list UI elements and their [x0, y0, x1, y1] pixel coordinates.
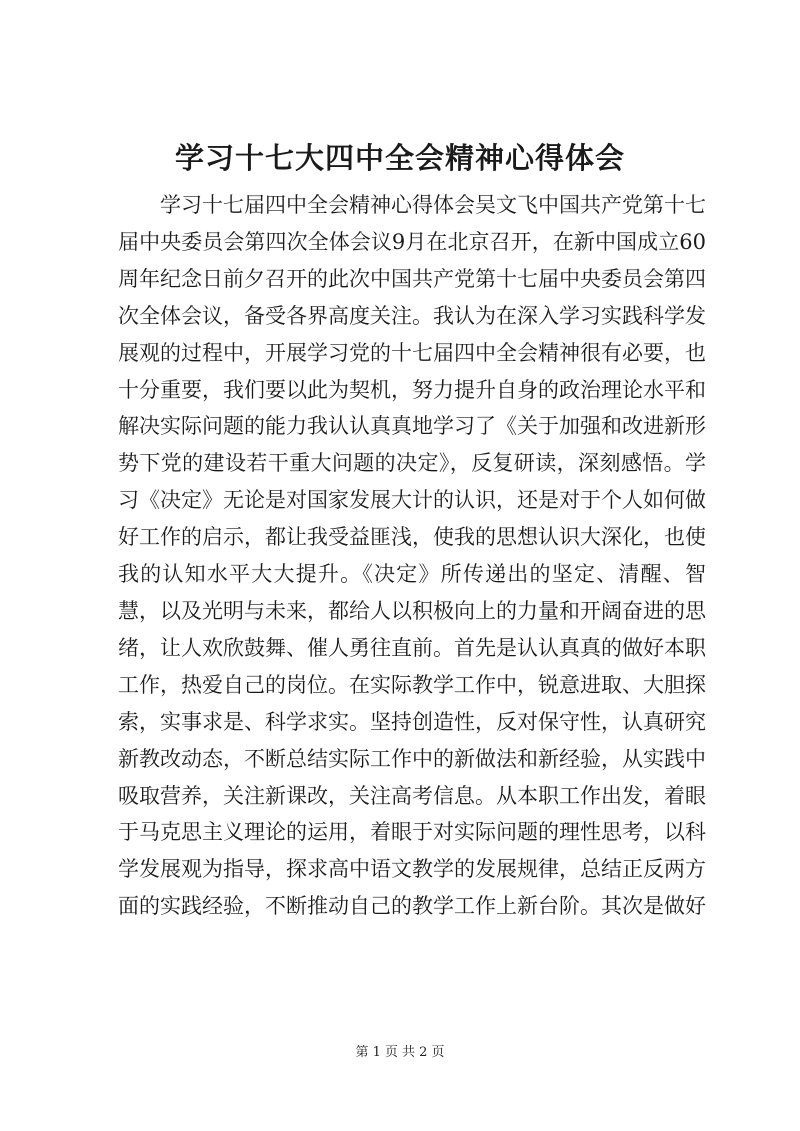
document-body: 学习十七届四中全会精神心得体会吴文飞中国共产党第十七届中央委员会第四次全体会议9月在北京召开，在新中国成立60周年纪念日前夕召开的此次中国共产党第十七届中央委员会第四次全体会议，备受各界高度关注。我认为在深入学习实践科学发展观的过程中，开展学习党的十七届四中全会精神很有必要，也十分重要，我们要以此为契机，努力提升自身的政治理论水平和解决实际问题的能力我认认真真地学习了《关于加强和改进新形势下党的建设若干重大问题的决定》，反复研读，深刻感悟。学习《决定》无论是对国家发展大计的认识，还是对于个人如何做好工作的启示，都让我受益匪浅，使我的思想认识大深化，也使我的认知水平大大提升。《决定》所传递出的坚定、清醒、智慧，以及光明与未来，都给人以积极向上的力量和开阔奋进的思绪，让人欢欣鼓舞、催人勇往直前。首先是认认真真的做好本职工作，热爱自己的岗位。在实际教学工作中，锐意进取、大胆探索，实事求是、科学求实。坚持创造性，反对保守性，认真研究新教改动态，不断总结实际工作中的新做法和新经验，从实践中吸取营养，关注新课改，关注高考信息。从本职工作出发，着眼于马克思主义理论的运用，着眼于对实际问题的理性思考，以科学发展观为指导，探求高中语文教学的发展规律，总结正反两方面的实践经验，不断推动自己的教学工作上新台阶。其次是做好 [118, 193, 706, 919]
page-footer [0, 1044, 800, 1062]
page-total: 共 2 页 [402, 1045, 445, 1060]
document-title: 学习十七大四中全会精神心得体会 [174, 141, 625, 175]
page-number: 第 1 页 [355, 1045, 398, 1060]
